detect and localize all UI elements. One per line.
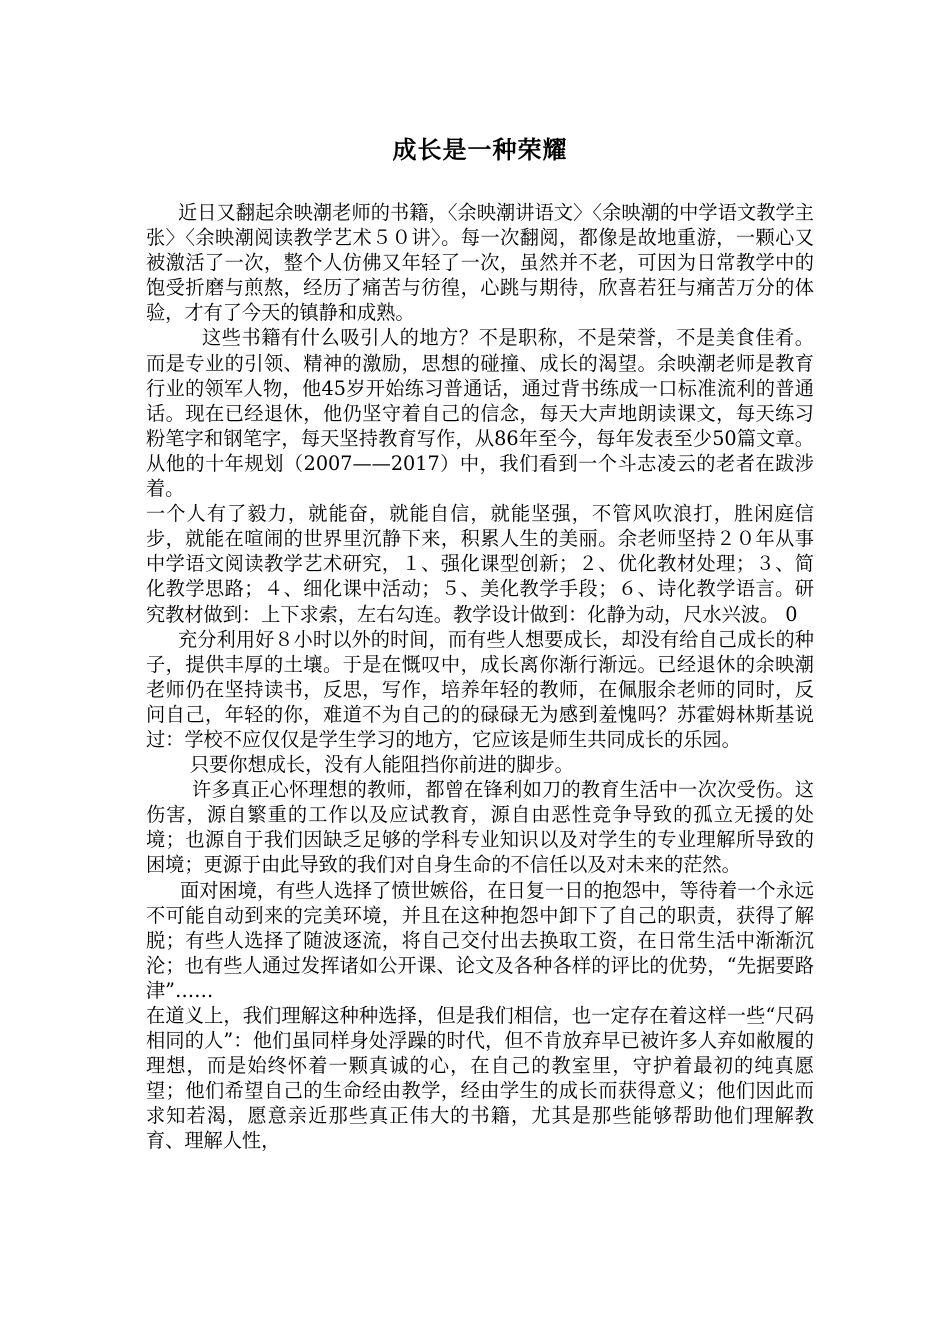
paragraph-8: 在道义上，我们理解这种种选择，但是我们相信，也一定存在着这样一些“尺码相同的人”：他们虽同样身处浮躁的时代，但不肯放弃早已被许多人弃如敝履的理想，而是始终怀着一颗真诚的心，在自己的教室里，守护着最初的纯真愿望；他们希望自己的生命经由教学，经由学生的成长而获得意义；他们因此而求知若渴，愿意亲近那些真正伟大的书籍，尤其是那些能够帮助他们理解教育、理解人性， — [146, 1004, 814, 1153]
paragraph-3: 一个人有了毅力，就能奋，就能自信，就能坚强，不管风吹浪打，胜闲庭信步，就能在喧闹的世界里沉静下来，积累人生的美丽。余老师坚持２０年从事中学语文阅读教学艺术研究，１、强化课型创新；２、优化教材处理；３、简化教学思路；４、细化课中活动；５、美化教学手段；６、诗化教学语言。研究教材做到：上下求索，左右勾连。教学设计做到：化静为动，尺水兴波。 0 — [146, 502, 814, 626]
paragraph-4: 充分利用好８小时以外的时间，而有些人想要成长，却没有给自己成长的种子，提供丰厚的土壤。于是在慨叹中，成长离你渐行渐远。已经退休的余映潮老师仍在坚持读书，反思，写作，培养年轻的教师，在佩服余老师的同时，反问自己，年轻的你，难道不为自己的的碌碌无为感到羞愧吗？苏霍姆林斯基说过：学校不应仅仅是学生学习的地方，它应该是师生共同成长的乐园。 — [146, 627, 814, 751]
paragraph-2: 这些书籍有什么吸引人的地方？不是职称，不是荣誉，不是美食佳肴。而是专业的引领、精神的激励，思想的碰撞、成长的渴望。余映潮老师是教育行业的领军人物，他45岁开始练习普通话，通过背书练成一口标准流利的普通话。现在已经退休，他仍坚守着自己的信念，每天大声地朗读课文，每天练习粉笔字和钢笔字，每天坚持教育写作，从86年至今，每年发表至少50篇文章。从他的十年规划（2007——2017）中，我们看到一个斗志凌云的老者在跋涉着。 — [146, 326, 814, 501]
paragraph-6: 许多真正心怀理想的教师，都曾在锋利如刀的教育生活中一次次受伤。这伤害，源自繁重的工作以及应试教育，源自由恶性竞争导致的孤立无援的处境；也源自于我们因缺乏足够的学科专业知识以及对学生的专业理解所导致的困境；更源于由此导致的我们对自身生命的不信任以及对未来的茫然。 — [146, 778, 814, 877]
paragraph-1: 近日又翻起余映潮老师的书籍，〈余映潮讲语文〉〈余映潮的中学语文教学主张〉〈余映潮阅读教学艺术５０讲〉。每一次翻阅，都像是故地重游，一颗心又被激活了一次，整个人仿佛又年轻了一次，虽然并不老，可因为日常教学中的饱受折磨与煎熬，经历了痛苦与彷徨，心跳与期待，欣喜若狂与痛苦万分的体验，才有了今天的镇静和成熟。 — [146, 201, 814, 325]
paragraph-7: 面对困境，有些人选择了愤世嫉俗，在日复一日的抱怨中，等待着一个永远不可能自动到来的完美环境，并且在这种抱怨中卸下了自己的职责，获得了解脱；有些人选择了随波逐流，将自己交付出去换取工资，在日常生活中渐渐沉沦；也有些人通过发挥诸如公开课、论文及各种各样的评比的优势，“先据要路津”…… — [146, 878, 814, 1002]
paragraph-5: 只要你想成长，没有人能阻挡你前进的脚步。 — [190, 753, 574, 777]
document-page — [146, 130, 814, 1154]
document-title: 成长是一种荣耀 — [392, 135, 568, 164]
